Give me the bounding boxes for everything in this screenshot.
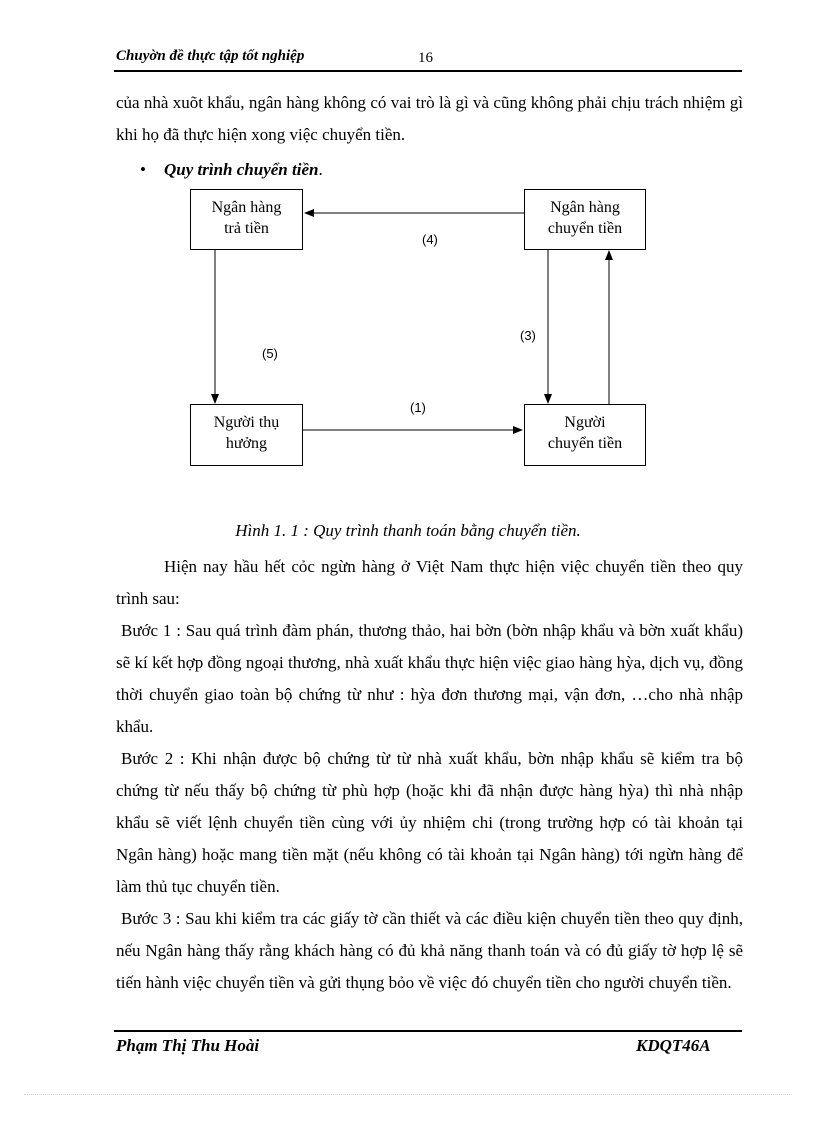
- figure-caption: Hình 1. 1 : Quy trình thanh toán bằng chuyển tiền.: [235, 521, 581, 540]
- intro-paragraph: của nhà xuõt khẩu, ngân hàng không có vai trò là gì và cũng không phải chịu trách nhiệm gì khi họ đã thực hiện xong việc chuyển tiền.: [116, 93, 743, 144]
- footer-divider: [114, 1030, 742, 1032]
- box-paying-bank: Ngân hàng trả tiền: [190, 189, 303, 250]
- paragraph-step3: Bước 3 : Sau khi kiểm tra các giấy tờ cần thiết và các điều kiện chuyển tiền theo quy định, nếu Ngân hàng thấy rằng khách hàng có đủ khả năng thanh toán và có đủ giấy tờ hợp lệ sẽ tiến hành việc chuyển tiền và gửi thụng bỏo về việc đó chuyển tiền cho người chuyển tiền.: [116, 909, 743, 992]
- header-title: Chuyờn đề thực tập tốt nghiệp: [116, 48, 305, 64]
- label-step4: (4): [422, 232, 438, 247]
- paragraph-step1: Bước 1 : Sau quá trình đàm phán, thương thảo, hai bờn (bờn nhập khẩu và bờn xuất khẩu) sẽ kí kết hợp đồng ngoại thương, nhà xuất khẩu thực hiện việc giao hàng hỳa, dịch vụ, đồng thời chuyển giao toàn bộ chứng từ như : hỳa đơn thương mại, vận đơn, …cho nhà nhập khẩu.: [116, 621, 743, 736]
- box-beneficiary: Người thụ hưởng: [190, 404, 303, 466]
- page-bottom-dotted-line: [24, 1094, 792, 1095]
- label-step3: (3): [520, 328, 536, 343]
- footer-author: Phạm Thị Thu Hoài: [116, 1036, 260, 1055]
- footer-class-code: KDQT46A: [636, 1036, 711, 1055]
- page-number: 16: [418, 50, 433, 66]
- bullet-icon: •: [140, 160, 146, 179]
- box-remitting-bank: Ngân hàng chuyển tiền: [524, 189, 646, 250]
- diagram-arrows: [0, 0, 816, 520]
- label-step5: (5): [262, 346, 278, 361]
- bullet-label: Quy trình chuyển tiền: [164, 160, 319, 179]
- paragraph-step2: Bước 2 : Khi nhận được bộ chứng từ từ nhà xuất khẩu, bờn nhập khẩu sẽ kiểm tra bộ chứng từ nếu thấy bộ chứng từ phù hợp (hoặc khi đã nhận được hàng hỳa) thì nhà nhập khẩu sẽ viết lệnh chuyển tiền cùng với ủy nhiệm chi (trong trường hợp có tài khoản tại Ngân hàng) hoặc mang tiền mặt (nếu không có tài khoản tại Ngân hàng) tới ngừn hàng để làm thủ tục chuyển tiền.: [116, 749, 743, 896]
- bullet-suffix: .: [318, 160, 323, 179]
- box-remitter: Người chuyển tiền: [524, 404, 646, 466]
- flow-diagram: [0, 0, 816, 520]
- paragraph-intro-process: Hiện nay hầu hết cỏc ngừn hàng ở Việt Nam thực hiện việc chuyển tiền theo quy trình sau:: [116, 557, 743, 608]
- label-step1: (1): [410, 400, 426, 415]
